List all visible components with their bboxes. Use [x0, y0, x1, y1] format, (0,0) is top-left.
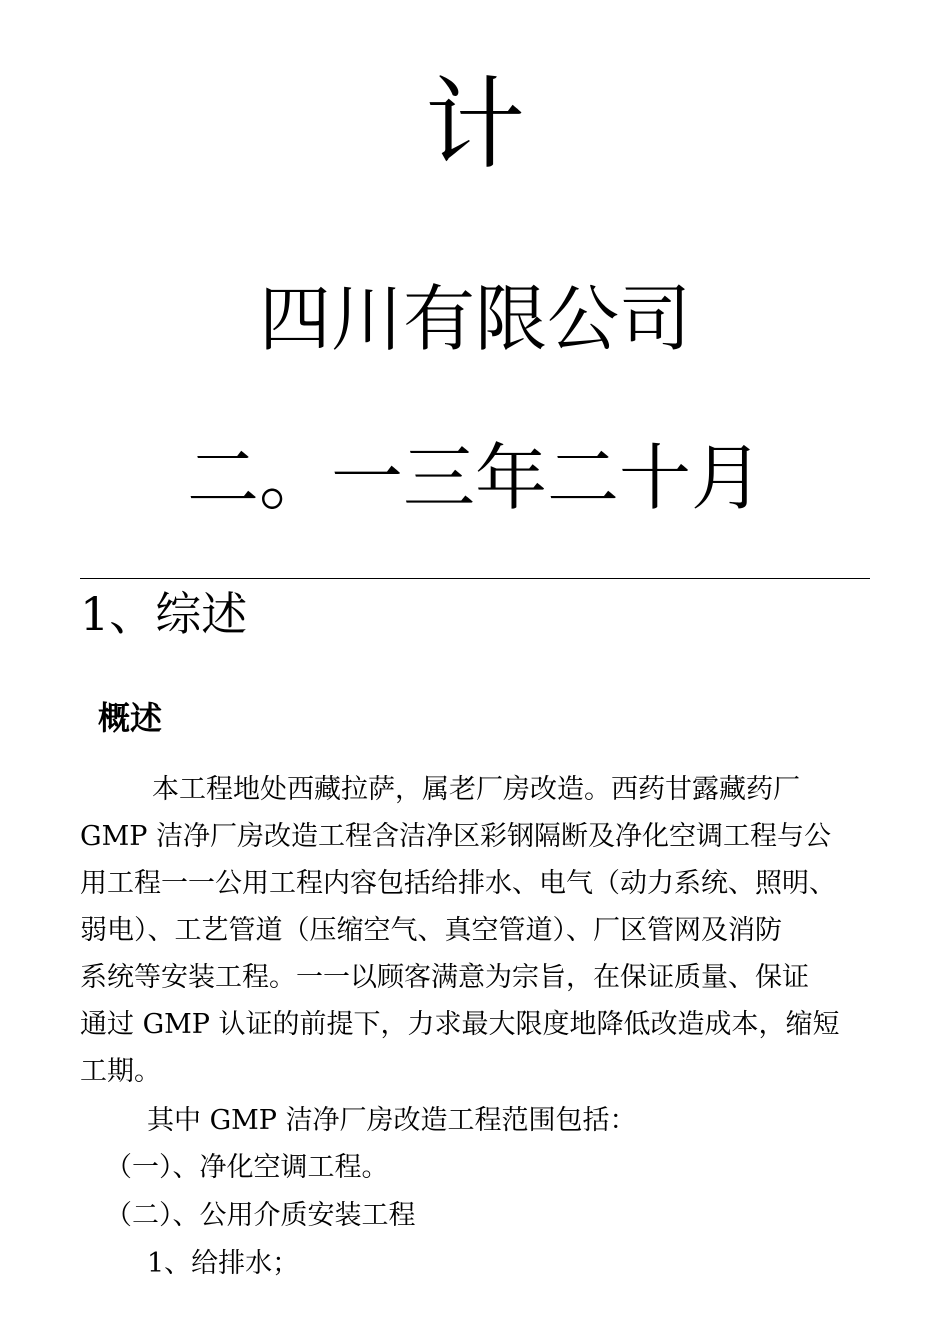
scope-item: （二）、公用介质安装工程 [105, 1200, 416, 1231]
cover-title-fragment: 计 [425, 66, 525, 183]
section-divider [80, 578, 870, 579]
paragraph-line: 通过 GMP 认证的前提下，力求最大限度地降低改造成本，缩短 [80, 1009, 840, 1040]
paragraph-line: 系统等安装工程。一一以顾客满意为宗旨，在保证质量、保证 [80, 962, 809, 993]
cover-company-name: 四川有限公司 [258, 277, 691, 361]
paragraph-line: 工期。 [80, 1056, 161, 1087]
paragraph-line: 用工程一一公用工程内容包括给排水、电气（动力系统、照明、 [80, 868, 836, 899]
scope-sub-item: 1、给排水； [147, 1248, 300, 1279]
paragraph-line: 本工程地处西藏拉萨，属老厂房改造。西药甘露藏药厂 [152, 774, 800, 805]
section-heading: 1、综述 [80, 587, 248, 641]
paragraph-line: 弱电）、工艺管道（压缩空气、真空管道）、厂区管网及消防 [80, 915, 782, 946]
subsection-heading: 概述 [98, 699, 163, 737]
paragraph-line: GMP 洁净厂房改造工程含洁净区彩钢隔断及净化空调工程与公 [80, 821, 831, 852]
cover-date: 二。一三年二十月 [186, 436, 763, 520]
scope-intro: 其中 GMP 洁净厂房改造工程范围包括： [147, 1105, 637, 1136]
scope-item: （一）、净化空调工程。 [105, 1152, 389, 1183]
